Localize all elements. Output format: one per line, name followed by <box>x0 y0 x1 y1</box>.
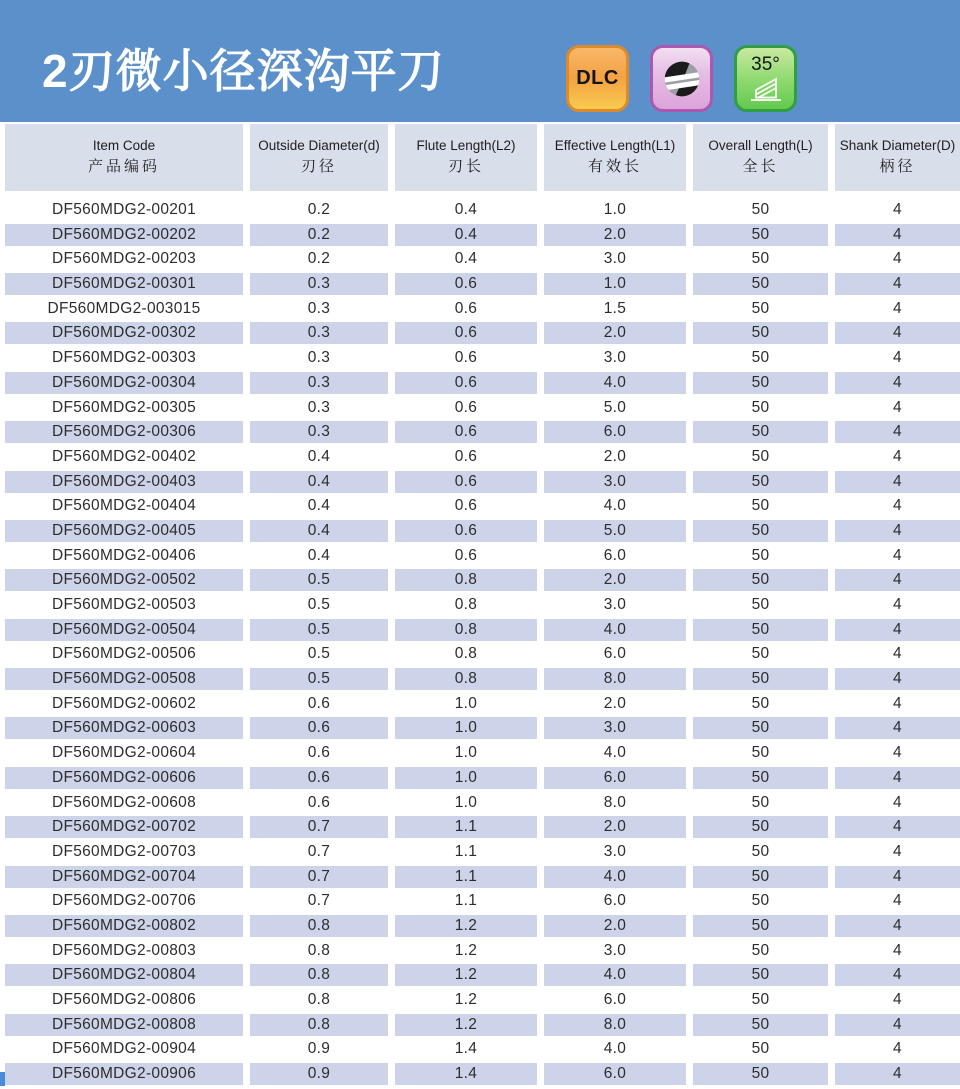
table-row <box>0 224 960 246</box>
spec-value-cell: 4.0 <box>544 742 686 764</box>
spec-value-cell: 6.0 <box>544 421 686 443</box>
item-code-cell: DF560MDG2-00606 <box>5 767 243 789</box>
spec-value-cell: 5.0 <box>544 397 686 419</box>
spec-value-cell: 4 <box>835 199 960 221</box>
spec-value-cell: 4.0 <box>544 866 686 888</box>
spec-value-cell: 0.6 <box>395 347 537 369</box>
page-edge-mark <box>0 1072 5 1086</box>
spec-value-cell: 50 <box>693 372 828 394</box>
spec-value-cell: 3.0 <box>544 248 686 270</box>
spec-value-cell: 0.6 <box>395 372 537 394</box>
spec-value-cell: 0.8 <box>250 989 388 1011</box>
spec-value-cell: 1.1 <box>395 841 537 863</box>
item-code-cell: DF560MDG2-00304 <box>5 372 243 394</box>
table-row <box>0 446 960 468</box>
spec-value-cell: 50 <box>693 520 828 542</box>
spec-value-cell: 4 <box>835 298 960 320</box>
item-code-cell: DF560MDG2-00506 <box>5 643 243 665</box>
spec-value-cell: 50 <box>693 1063 828 1085</box>
spec-value-cell: 0.6 <box>250 693 388 715</box>
table-row <box>0 545 960 567</box>
spec-value-cell: 1.2 <box>395 915 537 937</box>
table-row <box>0 421 960 443</box>
table-row <box>0 717 960 739</box>
helix-angle-badge <box>734 45 797 112</box>
table-row <box>0 668 960 690</box>
spec-value-cell: 0.7 <box>250 841 388 863</box>
spec-value-cell: 4 <box>835 594 960 616</box>
column-header-4 <box>544 124 686 191</box>
table-row <box>0 866 960 888</box>
spec-value-cell: 0.8 <box>395 668 537 690</box>
spec-value-cell: 4 <box>835 248 960 270</box>
spec-value-cell: 50 <box>693 989 828 1011</box>
spec-value-cell: 0.6 <box>395 298 537 320</box>
spec-value-cell: 50 <box>693 347 828 369</box>
spec-value-cell: 0.6 <box>395 471 537 493</box>
spec-value-cell: 50 <box>693 816 828 838</box>
spec-value-cell: 8.0 <box>544 792 686 814</box>
table-row <box>0 397 960 419</box>
spec-value-cell: 0.2 <box>250 248 388 270</box>
spec-value-cell: 2.0 <box>544 322 686 344</box>
spec-value-cell: 4 <box>835 520 960 542</box>
spec-value-cell: 0.3 <box>250 347 388 369</box>
spec-value-cell: 4 <box>835 693 960 715</box>
spec-value-cell: 8.0 <box>544 668 686 690</box>
spec-value-cell: 4 <box>835 471 960 493</box>
spec-value-cell: 50 <box>693 693 828 715</box>
spec-value-cell: 0.6 <box>395 421 537 443</box>
item-code-cell: DF560MDG2-00703 <box>5 841 243 863</box>
spec-value-cell: 0.5 <box>250 619 388 641</box>
spec-value-cell: 0.4 <box>250 520 388 542</box>
spec-value-cell: 0.4 <box>250 545 388 567</box>
spec-value-cell: 1.0 <box>395 767 537 789</box>
spec-value-cell: 4.0 <box>544 619 686 641</box>
spec-value-cell: 50 <box>693 298 828 320</box>
spec-value-cell: 0.4 <box>395 248 537 270</box>
spec-value-cell: 50 <box>693 397 828 419</box>
table-row <box>0 964 960 986</box>
spec-value-cell: 50 <box>693 841 828 863</box>
column-header-en: Flute Length(L2) <box>416 138 516 154</box>
table-row <box>0 1014 960 1036</box>
spec-value-cell: 3.0 <box>544 347 686 369</box>
item-code-cell: DF560MDG2-00302 <box>5 322 243 344</box>
spec-value-cell: 0.7 <box>250 866 388 888</box>
spec-value-cell: 2.0 <box>544 446 686 468</box>
spec-value-cell: 0.9 <box>250 1038 388 1060</box>
table-row <box>0 569 960 591</box>
spec-value-cell: 0.3 <box>250 298 388 320</box>
spec-value-cell: 4 <box>835 668 960 690</box>
item-code-cell: DF560MDG2-00503 <box>5 594 243 616</box>
spec-value-cell: 50 <box>693 421 828 443</box>
item-code-cell: DF560MDG2-00301 <box>5 273 243 295</box>
spec-value-cell: 50 <box>693 545 828 567</box>
page-banner <box>0 0 960 122</box>
spec-value-cell: 4 <box>835 742 960 764</box>
helix-angle-icon <box>748 76 784 102</box>
table-row <box>0 594 960 616</box>
item-code-cell: DF560MDG2-003015 <box>5 298 243 320</box>
item-code-cell: DF560MDG2-00402 <box>5 446 243 468</box>
table-row <box>0 495 960 517</box>
table-row <box>0 520 960 542</box>
item-code-cell: DF560MDG2-00405 <box>5 520 243 542</box>
spec-value-cell: 50 <box>693 322 828 344</box>
spec-value-cell: 4 <box>835 545 960 567</box>
table-row <box>0 816 960 838</box>
item-code-cell: DF560MDG2-00201 <box>5 199 243 221</box>
spec-value-cell: 4 <box>835 841 960 863</box>
spec-value-cell: 4 <box>835 940 960 962</box>
spec-value-cell: 1.5 <box>544 298 686 320</box>
spec-value-cell: 4 <box>835 890 960 912</box>
spec-value-cell: 6.0 <box>544 890 686 912</box>
spec-value-cell: 50 <box>693 742 828 764</box>
spec-value-cell: 0.3 <box>250 397 388 419</box>
item-code-cell: DF560MDG2-00404 <box>5 495 243 517</box>
spec-value-cell: 50 <box>693 668 828 690</box>
spec-value-cell: 0.6 <box>250 767 388 789</box>
spec-value-cell: 0.6 <box>250 742 388 764</box>
spec-value-cell: 0.4 <box>250 471 388 493</box>
spec-value-cell: 0.3 <box>250 372 388 394</box>
spec-value-cell: 4 <box>835 717 960 739</box>
spec-value-cell: 6.0 <box>544 643 686 665</box>
two-flute-cutter-badge <box>650 45 713 112</box>
spec-value-cell: 0.6 <box>395 520 537 542</box>
spec-value-cell: 0.6 <box>250 792 388 814</box>
spec-value-cell: 0.3 <box>250 273 388 295</box>
spec-value-cell: 3.0 <box>544 471 686 493</box>
item-code-cell: DF560MDG2-00906 <box>5 1063 243 1085</box>
spec-value-cell: 4.0 <box>544 495 686 517</box>
spec-value-cell: 0.6 <box>395 495 537 517</box>
spec-value-cell: 1.0 <box>395 693 537 715</box>
spec-value-cell: 4.0 <box>544 1038 686 1060</box>
spec-value-cell: 0.6 <box>395 273 537 295</box>
item-code-cell: DF560MDG2-00803 <box>5 940 243 962</box>
item-code-cell: DF560MDG2-00406 <box>5 545 243 567</box>
column-header-1 <box>5 124 243 191</box>
item-code-cell: DF560MDG2-00305 <box>5 397 243 419</box>
column-header-zh: 有效长 <box>587 158 642 176</box>
spec-value-cell: 50 <box>693 1014 828 1036</box>
spec-value-cell: 0.8 <box>250 964 388 986</box>
spec-value-cell: 0.4 <box>395 199 537 221</box>
spec-value-cell: 3.0 <box>544 940 686 962</box>
spec-value-cell: 2.0 <box>544 816 686 838</box>
spec-value-cell: 1.4 <box>395 1063 537 1085</box>
table-row <box>0 471 960 493</box>
spec-value-cell: 0.6 <box>395 446 537 468</box>
spec-value-cell: 1.2 <box>395 1014 537 1036</box>
spec-value-cell: 1.0 <box>544 273 686 295</box>
item-code-cell: DF560MDG2-00608 <box>5 792 243 814</box>
spec-value-cell: 50 <box>693 792 828 814</box>
spec-value-cell: 0.6 <box>395 545 537 567</box>
column-header-en: Shank Diameter(D) <box>839 138 956 154</box>
spec-value-cell: 50 <box>693 890 828 912</box>
spec-value-cell: 1.2 <box>395 989 537 1011</box>
spec-value-cell: 4.0 <box>544 372 686 394</box>
spec-value-cell: 50 <box>693 619 828 641</box>
spec-value-cell: 50 <box>693 471 828 493</box>
spec-value-cell: 0.7 <box>250 816 388 838</box>
spec-value-cell: 4 <box>835 915 960 937</box>
table-row <box>0 298 960 320</box>
spec-value-cell: 3.0 <box>544 717 686 739</box>
spec-value-cell: 0.6 <box>250 717 388 739</box>
spec-value-cell: 4 <box>835 421 960 443</box>
column-header-6 <box>835 124 960 191</box>
spec-value-cell: 1.4 <box>395 1038 537 1060</box>
spec-value-cell: 1.0 <box>395 792 537 814</box>
spec-value-cell: 50 <box>693 1038 828 1060</box>
spec-value-cell: 0.3 <box>250 421 388 443</box>
item-code-cell: DF560MDG2-00403 <box>5 471 243 493</box>
spec-value-cell: 4 <box>835 989 960 1011</box>
item-code-cell: DF560MDG2-00303 <box>5 347 243 369</box>
table-header-row <box>0 124 960 191</box>
spec-value-cell: 2.0 <box>544 569 686 591</box>
table-row <box>0 890 960 912</box>
spec-value-cell: 4 <box>835 964 960 986</box>
column-header-zh: 刃长 <box>447 158 484 176</box>
spec-value-cell: 2.0 <box>544 224 686 246</box>
item-code-cell: DF560MDG2-00702 <box>5 816 243 838</box>
item-code-cell: DF560MDG2-00202 <box>5 224 243 246</box>
spec-value-cell: 0.3 <box>250 322 388 344</box>
spec-value-cell: 4 <box>835 619 960 641</box>
table-row <box>0 841 960 863</box>
item-code-cell: DF560MDG2-00808 <box>5 1014 243 1036</box>
spec-value-cell: 4 <box>835 569 960 591</box>
spec-value-cell: 0.5 <box>250 643 388 665</box>
spec-value-cell: 4 <box>835 1038 960 1060</box>
table-row <box>0 742 960 764</box>
spec-value-cell: 0.2 <box>250 224 388 246</box>
table-row <box>0 347 960 369</box>
spec-value-cell: 6.0 <box>544 545 686 567</box>
spec-value-cell: 8.0 <box>544 1014 686 1036</box>
column-header-zh: 全长 <box>742 158 779 176</box>
column-header-5 <box>693 124 828 191</box>
two-flute-cutter-icon <box>661 58 703 100</box>
spec-value-cell: 4 <box>835 397 960 419</box>
spec-value-cell: 50 <box>693 199 828 221</box>
badge-group <box>566 45 797 112</box>
column-header-3 <box>395 124 537 191</box>
item-code-cell: DF560MDG2-00706 <box>5 890 243 912</box>
item-code-cell: DF560MDG2-00604 <box>5 742 243 764</box>
table-row <box>0 915 960 937</box>
spec-value-cell: 50 <box>693 248 828 270</box>
table-row <box>0 643 960 665</box>
spec-value-cell: 50 <box>693 866 828 888</box>
item-code-cell: DF560MDG2-00603 <box>5 717 243 739</box>
helix-angle-label: 35° <box>751 54 780 75</box>
column-header-zh: 柄径 <box>879 158 916 176</box>
column-header-zh: 刃径 <box>300 158 337 176</box>
spec-value-cell: 0.8 <box>395 643 537 665</box>
spec-value-cell: 0.4 <box>395 224 537 246</box>
column-header-2 <box>250 124 388 191</box>
item-code-cell: DF560MDG2-00806 <box>5 989 243 1011</box>
item-code-cell: DF560MDG2-00203 <box>5 248 243 270</box>
spec-value-cell: 50 <box>693 495 828 517</box>
spec-value-cell: 6.0 <box>544 989 686 1011</box>
spec-value-cell: 50 <box>693 446 828 468</box>
table-row <box>0 767 960 789</box>
spec-value-cell: 3.0 <box>544 841 686 863</box>
table-row <box>0 248 960 270</box>
spec-value-cell: 4 <box>835 224 960 246</box>
spec-value-cell: 1.0 <box>395 742 537 764</box>
spec-value-cell: 50 <box>693 594 828 616</box>
item-code-cell: DF560MDG2-00704 <box>5 866 243 888</box>
spec-value-cell: 5.0 <box>544 520 686 542</box>
spec-value-cell: 1.2 <box>395 964 537 986</box>
spec-value-cell: 4 <box>835 1014 960 1036</box>
spec-value-cell: 6.0 <box>544 767 686 789</box>
spec-value-cell: 0.7 <box>250 890 388 912</box>
item-code-cell: DF560MDG2-00306 <box>5 421 243 443</box>
table-body <box>0 199 960 1085</box>
spec-value-cell: 1.0 <box>544 199 686 221</box>
item-code-cell: DF560MDG2-00802 <box>5 915 243 937</box>
spec-value-cell: 4 <box>835 372 960 394</box>
table-row <box>0 372 960 394</box>
item-code-cell: DF560MDG2-00602 <box>5 693 243 715</box>
spec-value-cell: 1.1 <box>395 890 537 912</box>
spec-value-cell: 2.0 <box>544 693 686 715</box>
spec-value-cell: 0.6 <box>395 322 537 344</box>
spec-value-cell: 50 <box>693 767 828 789</box>
column-header-en: Overall Length(L) <box>708 138 813 154</box>
table-row <box>0 199 960 221</box>
spec-value-cell: 1.1 <box>395 816 537 838</box>
spec-value-cell: 0.8 <box>395 569 537 591</box>
spec-value-cell: 0.6 <box>395 397 537 419</box>
spec-value-cell: 4 <box>835 495 960 517</box>
dlc-badge-label: DLC <box>576 67 619 89</box>
spec-value-cell: 4 <box>835 792 960 814</box>
table-row <box>0 1063 960 1085</box>
spec-value-cell: 0.5 <box>250 668 388 690</box>
page-title: 2刃微小径深沟平刀 <box>42 45 445 97</box>
spec-value-cell: 0.5 <box>250 569 388 591</box>
item-code-cell: DF560MDG2-00504 <box>5 619 243 641</box>
spec-value-cell: 0.5 <box>250 594 388 616</box>
spec-value-cell: 0.9 <box>250 1063 388 1085</box>
item-code-cell: DF560MDG2-00508 <box>5 668 243 690</box>
item-code-cell: DF560MDG2-00804 <box>5 964 243 986</box>
spec-value-cell: 4 <box>835 446 960 468</box>
spec-value-cell: 0.8 <box>250 915 388 937</box>
table-row <box>0 1038 960 1060</box>
spec-value-cell: 4.0 <box>544 964 686 986</box>
table-row <box>0 940 960 962</box>
spec-value-cell: 50 <box>693 717 828 739</box>
spec-value-cell: 0.4 <box>250 446 388 468</box>
spec-value-cell: 4 <box>835 866 960 888</box>
spec-value-cell: 0.8 <box>395 594 537 616</box>
spec-value-cell: 1.2 <box>395 940 537 962</box>
column-header-en: Item Code <box>92 138 156 154</box>
spec-value-cell: 0.4 <box>250 495 388 517</box>
spec-value-cell: 4 <box>835 816 960 838</box>
spec-value-cell: 50 <box>693 940 828 962</box>
spec-value-cell: 0.2 <box>250 199 388 221</box>
column-header-en: Effective Length(L1) <box>554 138 676 154</box>
spec-value-cell: 0.8 <box>250 1014 388 1036</box>
spec-value-cell: 50 <box>693 964 828 986</box>
spec-value-cell: 4 <box>835 322 960 344</box>
spec-value-cell: 4 <box>835 767 960 789</box>
spec-value-cell: 6.0 <box>544 1063 686 1085</box>
spec-value-cell: 1.0 <box>395 717 537 739</box>
spec-value-cell: 3.0 <box>544 594 686 616</box>
item-code-cell: DF560MDG2-00904 <box>5 1038 243 1060</box>
spec-value-cell: 50 <box>693 643 828 665</box>
spec-value-cell: 4 <box>835 273 960 295</box>
spec-value-cell: 50 <box>693 569 828 591</box>
spec-value-cell: 4 <box>835 643 960 665</box>
table-row <box>0 989 960 1011</box>
column-header-zh: 产品编码 <box>87 158 160 176</box>
dlc-coating-badge <box>566 45 629 112</box>
spec-value-cell: 0.8 <box>250 940 388 962</box>
table-row <box>0 619 960 641</box>
spec-value-cell: 4 <box>835 1063 960 1085</box>
spec-value-cell: 1.1 <box>395 866 537 888</box>
spec-value-cell: 50 <box>693 273 828 295</box>
spec-value-cell: 0.8 <box>395 619 537 641</box>
table-row <box>0 693 960 715</box>
table-row <box>0 792 960 814</box>
spec-value-cell: 50 <box>693 224 828 246</box>
item-code-cell: DF560MDG2-00502 <box>5 569 243 591</box>
column-header-en: Outside Diameter(d) <box>258 138 380 154</box>
table-row <box>0 322 960 344</box>
spec-value-cell: 4 <box>835 347 960 369</box>
spec-value-cell: 50 <box>693 915 828 937</box>
table-row <box>0 273 960 295</box>
spec-value-cell: 2.0 <box>544 915 686 937</box>
